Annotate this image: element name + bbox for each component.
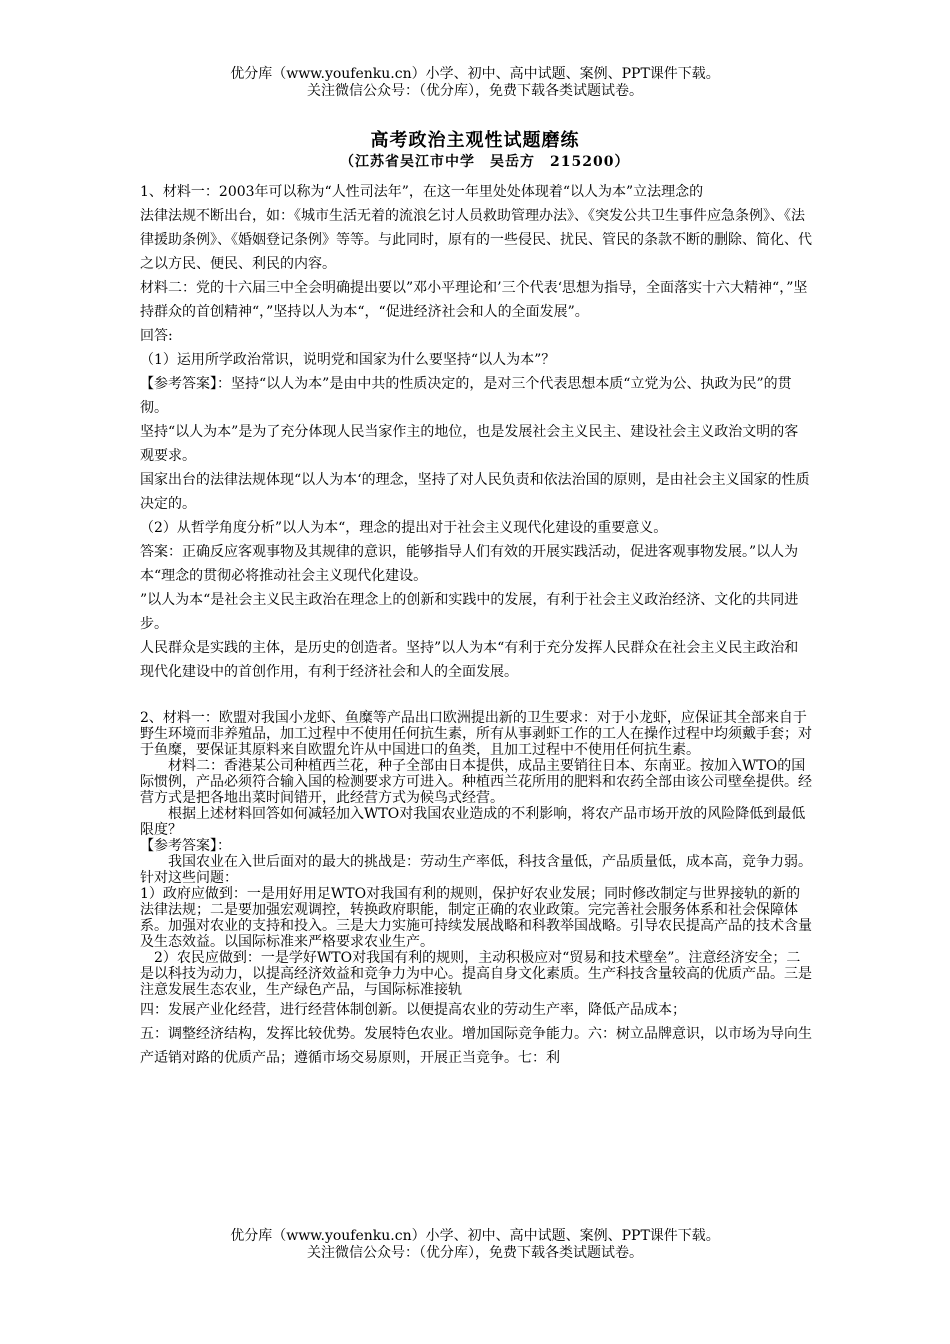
- q1-answer-1c: 国家出台的法律法规体现“以人为本‘的理念，坚持了对人民负责和依法治国的原则，是由社会主义国家的性质决定的。: [140, 472, 810, 512]
- document-subtitle: （江苏省吴江市中学 吴岳方 215200）: [340, 154, 630, 170]
- q2-answer-farmers: 2）农民应做到：一是学好WTO对我国有利的规则，主动积极应对“贸易和技术壁垒”。注意经济安全；二是以科技为动力，以提高经济效益和竞争力为中心。提高自身文化素质。生产科技含量较高的优质产品。三是注意发展生态农业，生产绿色产品，与国际标准接轨: [140, 950, 812, 998]
- q1-material-1-cont: 法律法规不断出台，如：《城市生活无着的流浪乞讨人员救助管理办法》、《突发公共卫生事件应急条例》、《法律援助条例》、《婚姻登记条例》等等。与此同时，原有的一些侵民、扰民、管民的条款不断的删除、简化、代之以方民、便民、利民的内容。: [140, 208, 812, 272]
- q1-answer-1a: 【参考答案】：坚持“以人为本”是由中共的性质决定的，是对三个代表思想本质“立党为公、执政为民”的贯彻。: [140, 376, 792, 416]
- q1-answer-1b: 坚持“以人为本”是为了充分体现人民当家作主的地位，也是发展社会主义民主、建设社会主义政治文明的客观要求。: [140, 424, 799, 464]
- q1-material-2: 材料二：党的十六届三中全会明确提出要以”邓小平理论和’三个代表‘思想为指导，全面落实十六大精神“，”坚持群众的首创精神“，”坚持以人为本“，“促进经济社会和人的全面发展”。: [140, 280, 808, 320]
- q1-question-1: （1）运用所学政治常识，说明党和国家为什么要坚持“以人为本”？: [140, 352, 556, 368]
- q1-material-1: 1、材料一：2003年可以称为“人性司法年”，在这一年里处处体现着“以人为本”立法理念的: [140, 184, 704, 200]
- footer-line-2: 关注微信公众号：（优分库），免费下载各类试题试卷。: [307, 1245, 643, 1261]
- q1-prompt: 回答:: [140, 328, 173, 344]
- q1-answer-2c: 人民群众是实践的主体，是历史的创造者。坚持”以人为本“有利于充分发挥人民群众在社会主义民主政治和现代化建设中的首创作用，有利于经济社会和人的全面发展。: [140, 640, 799, 680]
- q2-answer-point-4: 四：发展产业化经营，进行经营体制创新。以便提高农业的劳动生产率，降低产品成本；: [140, 1002, 686, 1018]
- q2-material-1: 2、材料一：欧盟对我国小龙虾、鱼糜等产品出口欧洲提出新的卫生要求：对于小龙虾，应保证其全部来自于野生环境而非养殖品，加工过程中不使用任何抗生素，所有从事剥虾工作的工人在操作过程中均须戴手套；对于鱼糜，要保证其原料来自欧盟允许从中国进口的鱼类，且加工过程中不使用任何抗生素。: [140, 710, 812, 758]
- q2-question: 根据上述材料回答如何减轻加入WTO对我国农业造成的不利影响，将农产品市场开放的风险降低到最低限度？: [140, 806, 806, 838]
- page-footer: [0, 1228, 950, 1262]
- q1-question-2: （2）从哲学角度分析”以人为本“，理念的提出对于社会主义现代化建设的重要意义。: [140, 520, 668, 536]
- q2-material-2: 材料二：香港某公司种植西兰花，种子全部由日本提供，成品主要销往日本、东南亚。按加入WTO的国际惯例，产品必须符合输入国的检测要求方可进入。种植西兰花所用的肥料和农药全部由该公司壁垒提供。经营方式是把各地出菜时间错开，此经营方式为候鸟式经营。: [140, 758, 812, 806]
- document-title: 高考政治主观性试题磨练: [370, 130, 580, 151]
- q1-answer-2a: 答案：正确反应客观事物及其规律的意识，能够指导人们有效的开展实践活动，促进客观事物发展。”以人为本“理念的贯彻必将推动社会主义现代化建设。: [140, 544, 799, 584]
- q1-answer-2b: ”以人为本“是社会主义民主政治在理念上的创新和实践中的发展，有利于社会主义政治经济、文化的共同进步。: [140, 592, 799, 632]
- header-line-1: 优分库（www.youfenku.cn）小学、初中、高中试题、案例、PPT课件下载。: [230, 66, 720, 82]
- section-gap: [140, 684, 812, 710]
- q2-answer-intro: 我国农业在入世后面对的最大的挑战是：劳动生产率低，科技含量低，产品质量低，成本高，竞争力弱。针对这些问题：: [140, 854, 812, 886]
- document-body: [140, 180, 812, 1070]
- q2-answer-label: 【参考答案】：: [140, 838, 231, 854]
- header-line-2: 关注微信公众号：（优分库），免费下载各类试题试卷。: [307, 83, 643, 99]
- footer-line-1: 优分库（www.youfenku.cn）小学、初中、高中试题、案例、PPT课件下载。: [230, 1228, 720, 1244]
- page-header: [0, 66, 950, 100]
- q2-answer-government: 1）政府应做到：一是用好用足WTO对我国有利的规则，保护好农业发展；同时修改制定与世界接轨的新的法律法规；二是要加强宏观调控，转换政府职能，制定正确的农业政策。完完善社会服务体系和社会保障体系。加强对农业的支持和投入。三是大力实施可持续发展战略和科教举国战略。引导农民提高产品的技术含量及生态效益。以国际标准来严格要求农业生产。: [140, 886, 812, 950]
- q2-answer-point-5: 五：调整经济结构，发挥比较优势。发展特色农业。增加国际竞争能力。六：树立品牌意识，以市场为导向生产适销对路的优质产品；遵循市场交易原则，开展正当竞争。七：利: [140, 1026, 812, 1066]
